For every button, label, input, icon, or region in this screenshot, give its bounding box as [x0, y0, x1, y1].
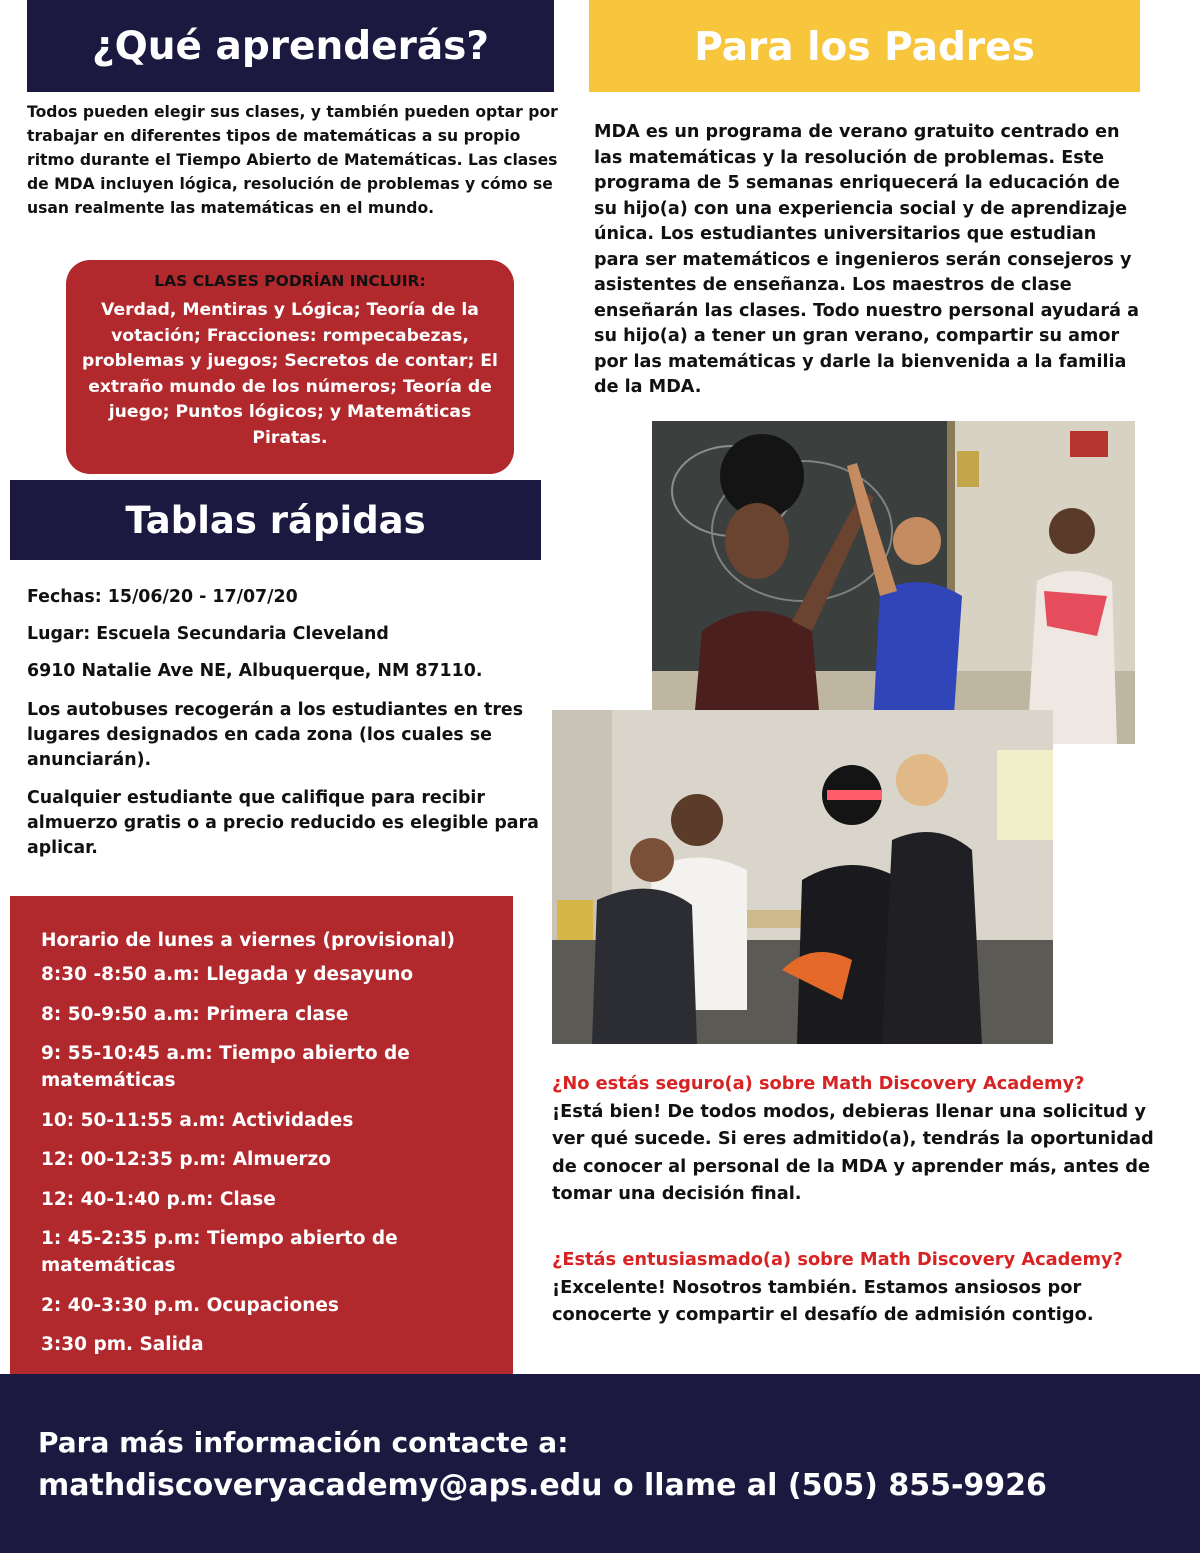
unsure-question: ¿No estás seguro(a) sobre Math Discovery Academy? [552, 1073, 1085, 1094]
classroom-table-photo [552, 710, 1053, 1044]
schedule-item: 8:30 -8:50 a.m: Llegada y desayuno [41, 964, 414, 985]
direccion-text: 6910 Natalie Ave NE, Albuquerque, NM 87110. [27, 661, 483, 681]
excited-paragraph [552, 1246, 1172, 1329]
lugar-text: Lugar: Escuela Secundaria Cleveland [27, 624, 389, 644]
schedule-item: 3:30 pm. Salida [41, 1334, 204, 1355]
fechas-text: Fechas: 15/06/20 - 17/07/20 [27, 587, 298, 607]
schedule-list [41, 961, 501, 1358]
schedule-item: 12: 40-1:40 p.m: Clase [41, 1188, 276, 1210]
classes-box-list: Verdad, Mentiras y Lógica; Teoría de la votación; Fracciones: rompecabezas, problemas y juegos; Secretos de contar; El extraño mundo de los números; Teoría de juego; Puntos lógicos; y Matemáticas Piratas. [82, 300, 498, 448]
schedule-item: 8: 50-9:50 a.m: Primera clase [41, 1003, 349, 1025]
que-aprenderas-intro: Todos pueden elegir sus clases, y también pueden optar por trabajar en diferentes tipos de matemáticas a su propio ritmo durante el Tiempo Abierto de Matemáticas. Las clases de MDA incluyen lógica, resolución de problemas y cómo se usan realmente las matemáticas en el mundo. [27, 103, 558, 217]
schedule-item: 1: 45-2:35 p.m: Tiempo abierto de matemáticas [41, 1228, 398, 1276]
schedule-title: Horario de lunes a viernes (provisional) [41, 930, 455, 951]
que-aprenderas-heading: ¿Qué aprenderás? [91, 24, 489, 69]
tablas-rapidas-heading: Tablas rápidas [125, 499, 426, 542]
classroom-table-photo-illustration [552, 710, 1053, 1044]
unsure-answer: ¡Está bien! De todos modos, debieras llenar una solicitud y ver qué sucede. Si eres admitido(a), tendrás la oportunidad de conocer al personal de la MDA y aprender más, antes de tomar una decisión final. [552, 1100, 1154, 1204]
que-aprenderas-banner [27, 0, 554, 92]
tablas-rapidas-banner [10, 480, 541, 560]
schedule-box [10, 896, 513, 1374]
chalkboard-photo [652, 421, 1135, 744]
schedule-item: 2: 40-3:30 p.m. Ocupaciones [41, 1294, 339, 1316]
chalkboard-photo-illustration [652, 421, 1135, 744]
excited-question: ¿Estás entusiasmado(a) sobre Math Discovery Academy? [552, 1249, 1123, 1270]
classes-box [66, 260, 514, 474]
autobuses-text: Los autobuses recogerán a los estudiantes en tres lugares designados en cada zona (los cuales se anunciarán). [27, 700, 524, 770]
excited-answer: ¡Excelente! Nosotros también. Estamos ansiosos por conocerte y compartir el desafío de admisión contigo. [552, 1276, 1094, 1325]
contact-footer [0, 1374, 1200, 1553]
para-los-padres-text: MDA es un programa de verano gratuito centrado en las matemáticas y la resolución de problemas. Este programa de 5 semanas enriquecerá la educación de su hijo(a) con una experiencia social y de aprendizaje única. Los estudiantes universitarios que estudian para ser matemáticos e ingenieros serán consejeros y asistentes de enseñanza. Los maestros de clase enseñarán las clases. Todo nuestro personal ayudará a su hijo(a) a tener un gran verano, compartir su amor por las matemáticas y darle la bienvenida a la familia de la MDA. [594, 122, 1139, 397]
para-los-padres-heading: Para los Padres [694, 25, 1035, 70]
classes-box-title: LAS CLASES PODRÍAN INCLUIR: [154, 272, 426, 290]
almuerzo-text: Cualquier estudiante que califique para recibir almuerzo gratis o a precio reducido es elegible para aplicar. [27, 788, 539, 858]
schedule-item: 10: 50-11:55 a.m: Actividades [41, 1109, 354, 1131]
schedule-item: 9: 55-10:45 a.m: Tiempo abierto de matemáticas [41, 1043, 410, 1091]
footer-contact-details: mathdiscoveryacademy@aps.edu o llame al (505) 855-9926 [38, 1468, 1047, 1503]
para-los-padres-banner [589, 0, 1140, 92]
schedule-item: 12: 00-12:35 p.m: Almuerzo [41, 1149, 331, 1170]
footer-contact-label: Para más información contacte a: [38, 1426, 569, 1459]
unsure-paragraph [552, 1070, 1172, 1208]
